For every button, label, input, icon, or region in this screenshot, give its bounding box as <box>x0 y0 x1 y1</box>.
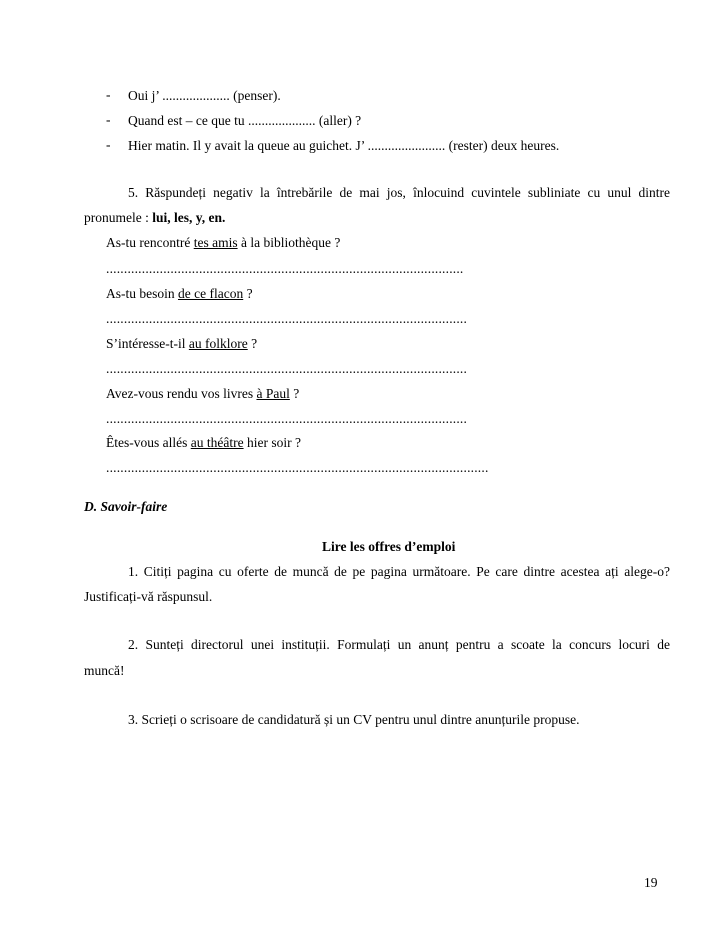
list-item-3: Hier matin. Il y avait la queue au guichet. J’ ....................... (rester) deux heures. <box>128 138 560 153</box>
question-2 <box>106 285 253 302</box>
question-1 <box>106 234 340 251</box>
question-5-after: hier soir ? <box>243 435 301 450</box>
section-d-heading: D. Savoir-faire <box>84 499 168 514</box>
answer-line-2[interactable]: ..................................................................................................... <box>106 311 468 326</box>
list-dash-3: - <box>106 137 111 152</box>
task1-line2: Justificați-vă răspunsul. <box>84 589 213 604</box>
question-2-underlined: de ce flacon <box>178 286 244 301</box>
page-number: 19 <box>644 875 658 890</box>
answer-line-4[interactable]: ..................................................................................................... <box>106 411 468 426</box>
section-d-subtitle: Lire les offres d’emploi <box>322 539 456 554</box>
question-4-underlined: à Paul <box>256 386 290 401</box>
question-1-underlined: tes amis <box>193 235 238 250</box>
question-3 <box>106 335 257 352</box>
question-4-before: Avez-vous rendu vos livres <box>106 386 257 401</box>
exercise5-pronouns-list: lui, les, y, en. <box>152 210 226 225</box>
question-5 <box>106 434 301 451</box>
question-1-before: As-tu rencontré <box>106 235 194 250</box>
answer-line-5[interactable]: ........................................................................................................... <box>106 460 489 475</box>
exercise5-instruction: 5. Răspundeți negativ la întrebările de mai jos, înlocuind cuvintele subliniate cu unul dintre <box>128 185 670 200</box>
list-dash-1: - <box>106 87 111 102</box>
question-5-underlined: au théâtre <box>190 435 244 450</box>
question-3-before: S’intéresse-t-il <box>106 336 189 351</box>
answer-line-1[interactable]: .................................................................................................... <box>106 261 464 276</box>
question-4 <box>106 385 299 402</box>
question-2-after: ? <box>243 286 253 301</box>
list-dash-2: - <box>106 112 111 127</box>
list-item-1: Oui j’ .................... (penser). <box>128 88 281 103</box>
question-4-after: ? <box>289 386 300 401</box>
question-2-before: As-tu besoin <box>106 286 178 301</box>
list-item-2: Quand est – ce que tu .................... (aller) ? <box>128 113 362 128</box>
question-3-underlined: au folklore <box>188 336 248 351</box>
answer-line-3[interactable]: ..................................................................................................... <box>106 361 468 376</box>
question-3-after: ? <box>247 336 258 351</box>
task2-line2: muncă! <box>84 663 125 678</box>
task1-line1: 1. Citiți pagina cu oferte de muncă de pe pagina următoare. Pe care dintre acestea ați alege-o? <box>128 564 670 579</box>
exercise5-pronouns-prefix: pronumele : <box>84 210 153 225</box>
task3: 3. Scrieți o scrisoare de candidatură și un CV pentru unul dintre anunțurile propuse. <box>128 712 580 727</box>
task2-line1: 2. Sunteți directorul unei instituții. Formulați un anunț pentru a scoate la concurs locuri de <box>128 637 670 652</box>
question-5-before: Êtes-vous allés <box>106 435 191 450</box>
exercise5-pronouns <box>84 209 225 226</box>
question-1-after: à la bibliothèque ? <box>237 235 341 250</box>
